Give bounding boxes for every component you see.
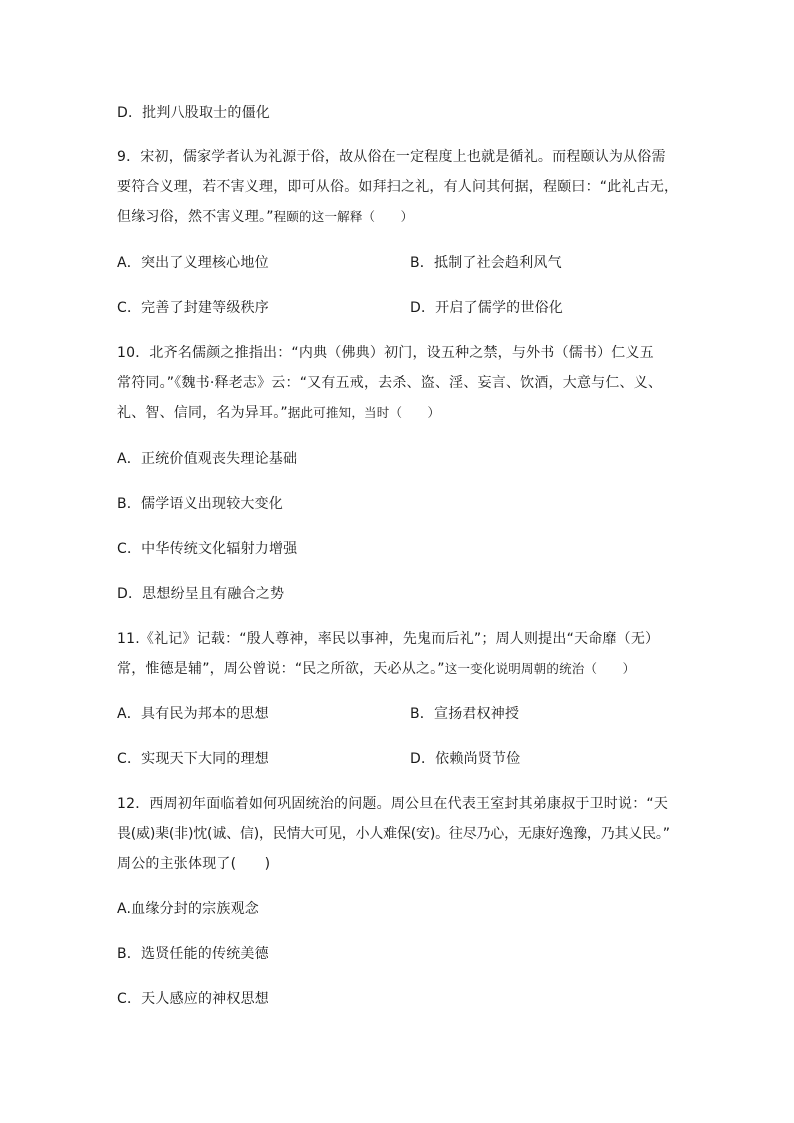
q12-stem-line-2: 畏(威)棐(非)忱(诚、信)，民情大可见，小人难保(安)。往尽乃心，无康好逸豫，乃其乂民。”	[117, 826, 670, 842]
q9-option-c: C．完善了封建等级秩序	[117, 300, 269, 316]
q9-option-a: A．突出了义理核心地位	[117, 255, 269, 271]
q10-stem-line-2: 常符同。”《魏书·释老志》云：“又有五戒，去杀、盗、淫、妄言、饮酒，大意与仁、义、	[117, 375, 663, 391]
q10-stem-line-3-main: 礼、智、信同，名为异耳。”	[117, 405, 288, 421]
q11-option-b: B．宣扬君权神授	[410, 706, 520, 722]
q9-stem-line-1: 9．宋初，儒家学者认为礼源于俗，故从俗在一定程度上也就是循礼。而程颐认为从俗需	[117, 149, 666, 165]
q12-option-b: B．选贤任能的传统美德	[117, 946, 269, 962]
q9-stem-line-3-main: 但缘习俗，然不害义理。”	[117, 209, 274, 225]
q11-option-d: D．依赖尚贤节俭	[410, 751, 521, 767]
q10-option-a: A．正统价值观丧失理论基础	[117, 451, 298, 467]
q10-stem-line-3-tail: 据此可推知，当时（ ）	[287, 405, 441, 420]
q12-option-a: A.血缘分封的宗族观念	[117, 901, 259, 917]
q10-option-c: C．中华传统文化辐射力增强	[117, 541, 298, 557]
prev-question-option-d: D．批判八股取士的僵化	[117, 105, 270, 121]
q9-stem-line-2: 要符合义理，若不害义理，即可从俗。如拜扫之礼，有人问其何据，程颐曰：“此礼古无，	[117, 179, 679, 195]
q9-option-b: B．抵制了社会趋利风气	[410, 255, 562, 271]
q12-option-c: C．天人感应的神权思想	[117, 991, 269, 1007]
q10-option-b: B．儒学语义出现较大变化	[117, 496, 284, 512]
q11-option-a: A．具有民为邦本的思想	[117, 706, 269, 722]
q9-stem-line-3-tail: 程颐的这一解释（ ）	[273, 209, 414, 224]
q11-stem-line-2-main: 常，惟德是辅”，周公曾说：“民之所欲，天必从之。”	[117, 661, 445, 677]
q11-stem-line-2-tail: 这一变化说明周朝的统治（ ）	[444, 661, 636, 676]
q12-stem-line-3: 周公的主张体现了( )	[117, 856, 271, 872]
q9-stem-line-3	[117, 207, 687, 227]
q11-stem-line-1: 11.《礼记》记载：“殷人尊神，率民以事神，先鬼而后礼”；周人则提出“天命靡（无）	[117, 631, 660, 647]
q11-option-c: C．实现天下大同的理想	[117, 751, 269, 767]
q11-stem-line-2	[117, 659, 687, 679]
q12-stem-line-1: 12．西周初年面临着如何巩固统治的问题。周公旦在代表王室封其弟康叔于卫时说：“天	[117, 796, 669, 812]
q10-stem-line-3	[117, 403, 687, 423]
q10-stem-line-1: 10．北齐名儒颜之推指出：“内典（佛典）初门，设五种之禁，与外书（儒书）仁义五	[117, 345, 654, 361]
q9-option-d: D．开启了儒学的世俗化	[410, 300, 563, 316]
q10-option-d: D．思想纷呈且有融合之势	[117, 586, 285, 602]
